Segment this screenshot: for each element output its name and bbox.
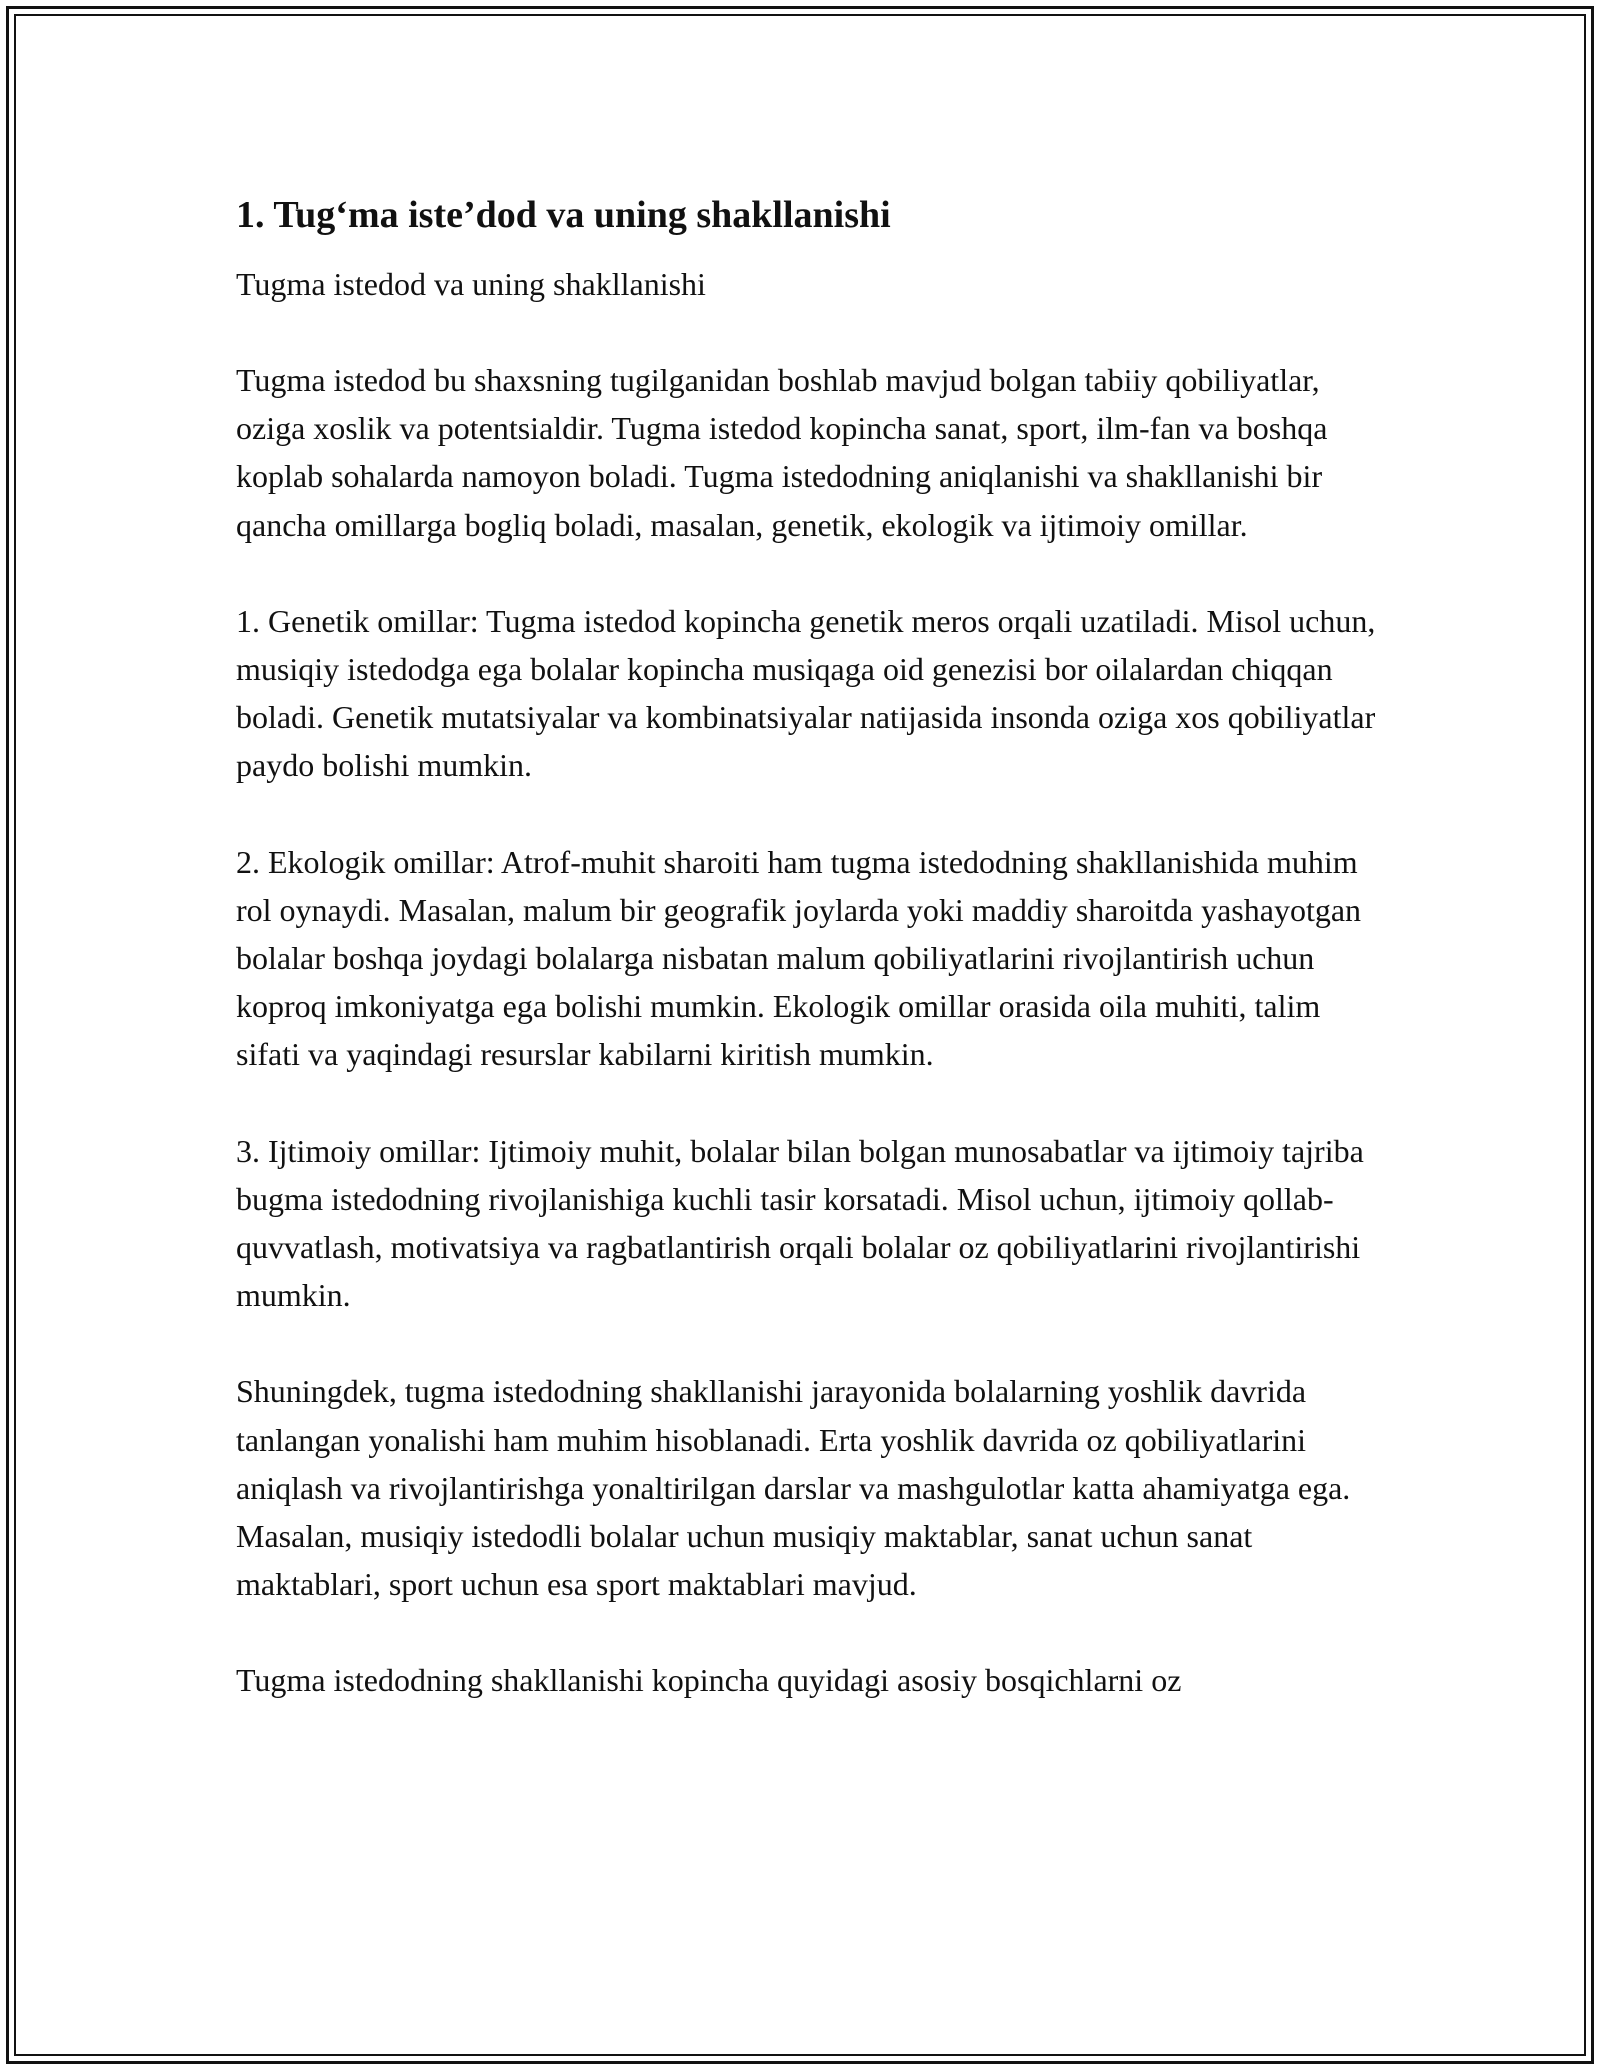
paragraph-stages: Tugma istedodning shakllanishi kopincha quyidagi asosiy bosqichlarni oz (236, 1662, 1182, 1699)
paragraph-development-direction: Shuningdek, tugma istedodning shakllanishi jarayonida bolalarning yoshlik davrida tanlangan yonalishi ham muhim hisoblanadi. Erta yoshlik davrida oz qobiliyatlarini aniqlash va rivojlantirishga yonaltirilgan darslar va mashgulotlar katta ahamiyatga ega. Masalan, musiqiy istedodli bolalar uchun musiqiy maktablar, sanat uchun sanat maktablari, sport uchun esa sport maktablari mavjud. (236, 1373, 1351, 1603)
paragraph-social-factors: 3. Ijtimoiy omillar: Ijtimoiy muhit, bolalar bilan bolgan munosabatlar va ijtimoiy tajriba bugma istedodning rivojlanishiga kuchli tasir korsatadi. Misol uchun, ijtimoiy qollab-quvvatlash, motivatsiya va ragbatlantirish orqali bolalar oz qobiliyatlarini rivojlantirishi mumkin. (236, 1132, 1364, 1314)
paragraph-ecological-factors: 2. Ekologik omillar: Atrof-muhit sharoiti ham tugma istedodning shakllanishida muhim rol oynaydi. Masalan, malum bir geografik joylarda yoki maddiy sharoitda yashayotgan bolalar boshqa joydagi bolalarga nisbatan malum qobiliyatlarini rivojlantirish uchun koproq imkoniyatga ega bolishi mumkin. Ekologik omillar orasida oila muhiti, talim sifati va yaqindagi resurslar kabilarni kiritish mumkin. (236, 843, 1362, 1073)
paragraph-genetic-factors: 1. Genetik omillar: Tugma istedod kopincha genetik meros orqali uzatiladi. Misol uchun, musiqiy istedodga ega bolalar kopincha musiqaga oid genezisi bor oilalardan chiqqan boladi. Genetik mutatsiyalar va kombinatsiyalar natijasida insonda oziga xos qobiliyatlar paydo bolishi mumkin. (236, 602, 1376, 784)
document-subtitle: Tugma istedod va uning shakllanishi (236, 266, 706, 302)
document-heading: 1. Tug‘ma iste’dod va uning shakllanishi (236, 194, 891, 236)
document-body (236, 190, 1376, 1753)
paragraph-intro: Tugma istedod bu shaxsning tugilganidan boshlab mavjud bolgan tabiiy qobiliyatlar, oziga xoslik va potentsialdir. Tugma istedod kopincha sanat, sport, ilm-fan va boshqa koplab sohalarda namoyon boladi. Tugma istedodning aniqlanishi va shakllanishi bir qancha omillarga bogliq boladi, masalan, genetik, ekologik va ijtimoiy omillar. (236, 362, 1328, 543)
